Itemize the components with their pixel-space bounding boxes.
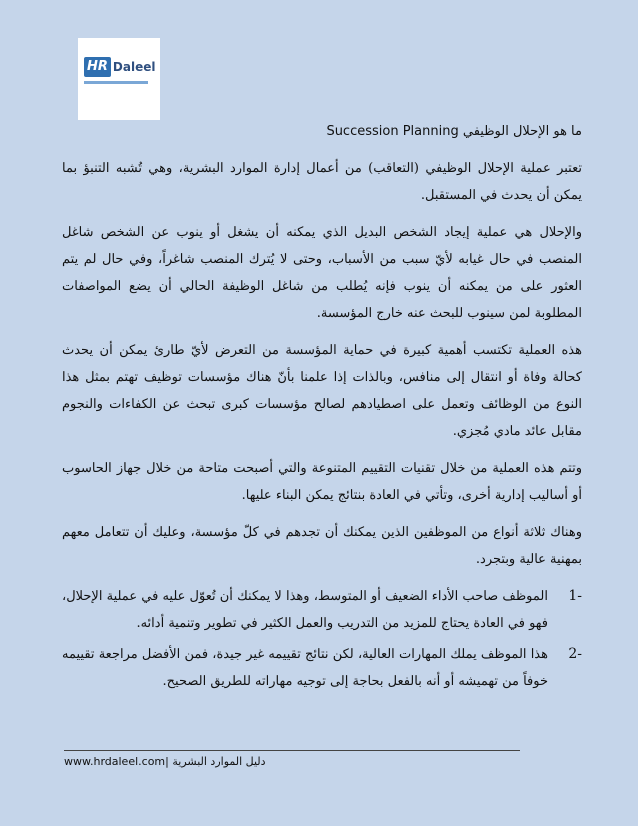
list-item-number: -2: [568, 646, 582, 662]
footer-url[interactable]: www.hrdaleel.com: [64, 755, 166, 768]
logo-mark: [84, 56, 154, 78]
title-arabic: ما هو الإحلال الوظيفي: [462, 124, 582, 139]
page-title: [62, 118, 582, 145]
list-item-number: -1: [568, 588, 582, 604]
paragraph-1: تعتبر عملية الإحلال الوظيفي (التعاقب) من أعمال إدارة الموارد البشرية، وهي تُشبه التنبؤ بما يمكن أن يحدث في المستقبل.: [62, 161, 582, 203]
list-item: [62, 641, 582, 695]
page-footer: [64, 755, 266, 768]
logo-underline: [84, 81, 148, 84]
logo-hr-mark: HR: [84, 57, 111, 77]
footer-divider: [64, 750, 520, 751]
paragraph-5: وهناك ثلاثة أنواع من الموظفين الذين يمكنك أن تجدهم في كلّ مؤسسة، وعليك أن تتعامل معهم بمهنية عالية وبتجرد.: [62, 525, 582, 567]
list-item-text: هذا الموظف يملك المهارات العالية، لكن نتائج تقييمه غير جيدة، فمن الأفضل مراجعة تقييمه خوفاً من تهميشه أو أنه بالفعل بحاجة إلى توجيه مهاراته للطريق الصحيح.: [62, 647, 548, 689]
footer-site-name: دليل الموارد البشرية: [172, 755, 266, 768]
logo-brand-name: Daleel: [112, 60, 156, 74]
document-body: [62, 118, 582, 699]
paragraph-2: والإحلال هي عملية إيجاد الشخص البديل الذي يمكنه أن يشغل أو ينوب عن الشخص شاغل المنصب في حال غيابه لأيّ سبب من الأسباب، وحتى لا يُترك المنصب شاغراً، وفي حال لم يتم العثور على من يمكنه أن ينوب فإنه يُطلب من شاغل الوظيفة الحالي أن يضع المواصفات المطلوبة لمن سينوب للبحث عنه خارج المؤسسة.: [62, 225, 582, 321]
paragraph-4: وتتم هذه العملية من خلال تقنيات التقييم المتنوعة والتي أصبحت متاحة من خلال جهاز الحاسوب أو أساليب إدارية أخرى، وتأتي في العادة بنتائج يمكن البناء عليها.: [62, 461, 582, 503]
company-logo: [78, 38, 160, 120]
title-english: Succession Planning: [326, 124, 459, 139]
list-item: [62, 583, 582, 637]
footer-separator: |: [165, 755, 169, 768]
paragraph-3: هذه العملية تكتسب أهمية كبيرة في حماية المؤسسة من التعرض لأيّ طارئ يمكن أن يحدث كحالة وفاة أو انتقال إلى منافس، وبالذات إذا علمنا بأنّ هناك مؤسسات توظيف تهتم بمثل هذا النوع من الوظائف وتعمل على اصطيادهم لصالح مؤسسات كبرى تبحث عن الكفاءات والنجوم مقابل عائد مادي مُجزي.: [62, 343, 582, 439]
list-item-text: الموظف صاحب الأداء الضعيف أو المتوسط، وهذا لا يمكنك أن تُعوّل عليه في عملية الإحلال، فهو في العادة يحتاج للمزيد من التدريب والعمل الكثير في تطوير وتنمية أدائه.: [62, 589, 548, 631]
